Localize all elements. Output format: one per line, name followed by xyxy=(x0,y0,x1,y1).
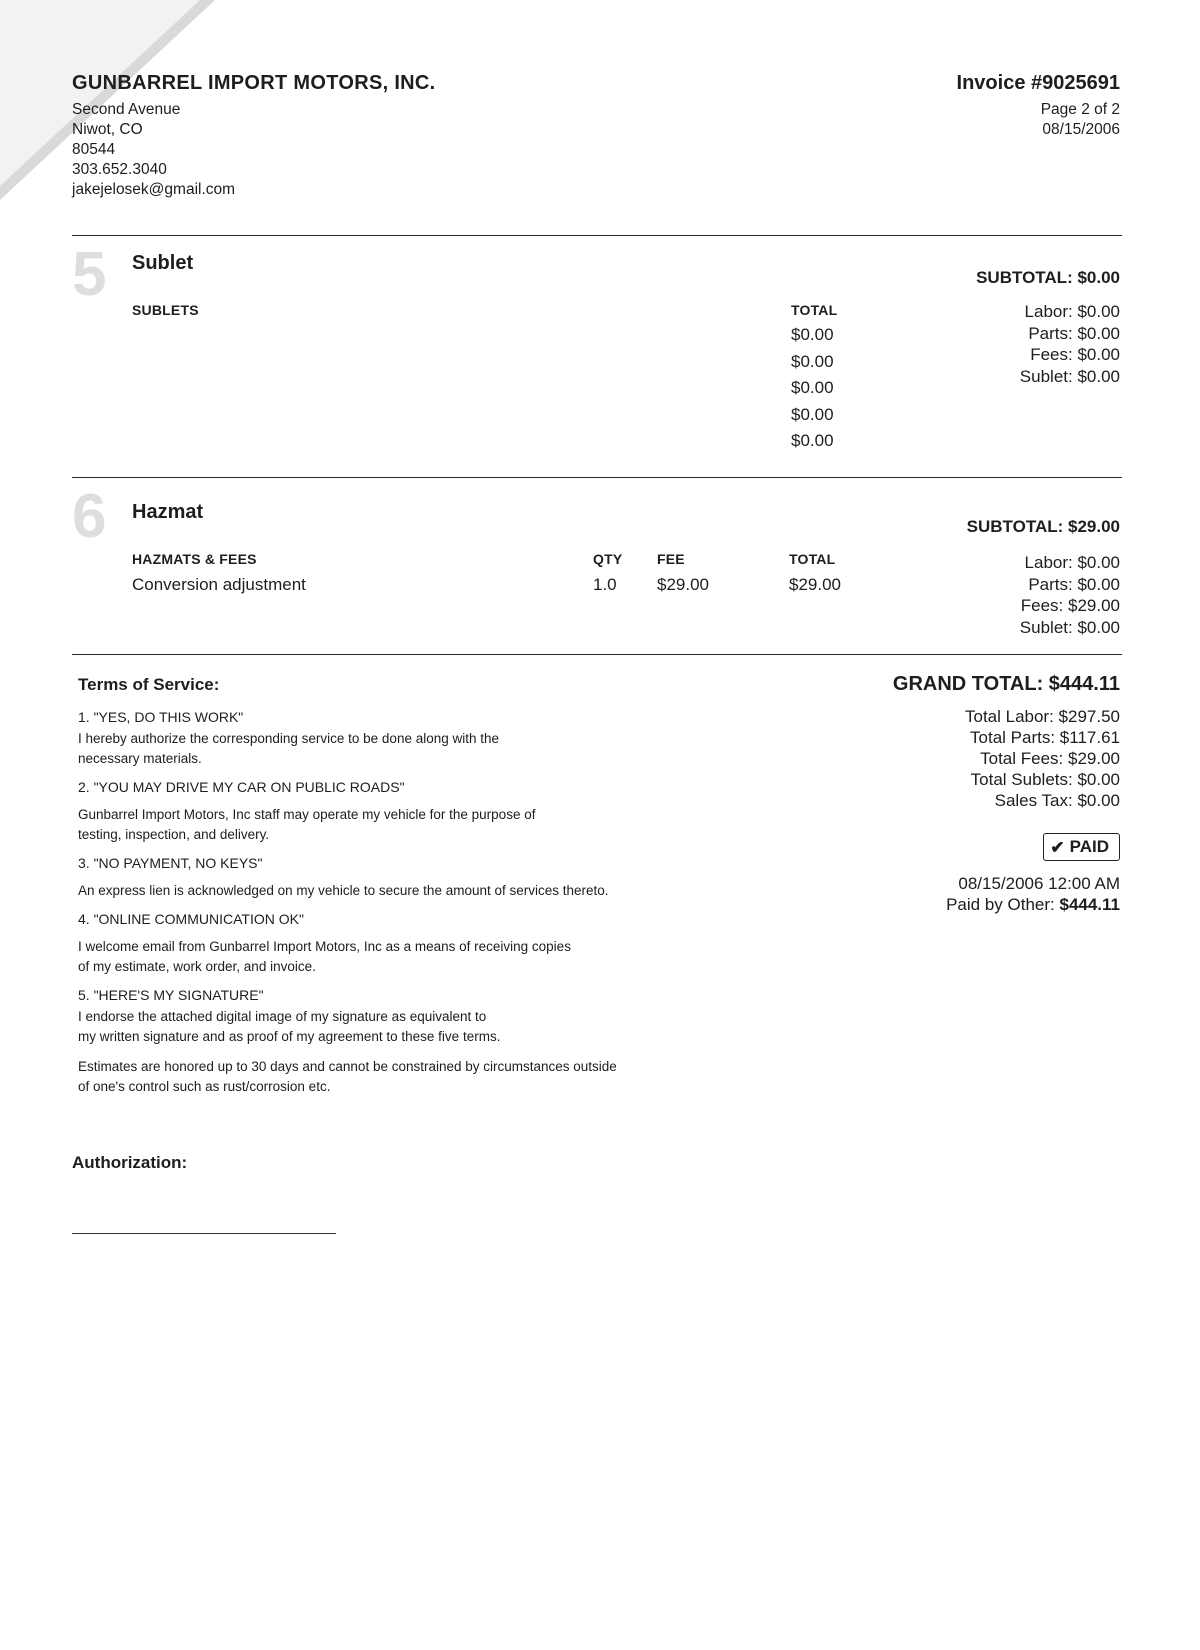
breakdown-sublet: Sublet: $0.00 xyxy=(1019,366,1120,386)
paid-badge xyxy=(1043,833,1120,861)
paid-amount: $444.11 xyxy=(1059,895,1120,914)
breakdown-labor: Labor: $0.00 xyxy=(1024,553,1120,572)
term-title: 3. "NO PAYMENT, NO KEYS" xyxy=(78,855,263,871)
term-body: Gunbarrel Import Motors, Inc staff may operate my vehicle for the purpose of testing, inspection, and delivery. xyxy=(78,807,536,842)
paid-label: PAID xyxy=(1069,837,1109,856)
term-body: An express lien is acknowledged on my vehicle to secure the amount of services thereto. xyxy=(78,883,609,898)
term-title: 1. "YES, DO THIS WORK" xyxy=(78,709,244,725)
term-item xyxy=(78,779,698,845)
term-title: 5. "HERE'S MY SIGNATURE" xyxy=(78,987,264,1003)
invoice-number: Invoice #9025691 xyxy=(956,72,1120,94)
section-title-sublet: Sublet xyxy=(132,252,194,274)
hazmat-item-name: Conversion adjustment xyxy=(132,575,306,594)
hazmat-item-qty: 1.0 xyxy=(593,575,617,594)
column-header-total: TOTAL xyxy=(791,302,838,318)
breakdown-parts: Parts: $0.00 xyxy=(1028,574,1120,594)
breakdown-labor: Labor: $0.00 xyxy=(1024,302,1120,321)
term-item xyxy=(78,855,698,901)
sublet-total-value: $0.00 xyxy=(791,378,834,397)
column-header-hazmats: HAZMATS & FEES xyxy=(132,551,257,567)
company-name: GUNBARREL IMPORT MOTORS, INC. xyxy=(72,72,436,94)
total-fees: Total Fees: $29.00 xyxy=(980,749,1120,768)
term-title: 4. "ONLINE COMMUNICATION OK" xyxy=(78,911,304,927)
hazmat-subtotal: SUBTOTAL: $29.00 xyxy=(966,517,1120,536)
section-title-hazmat: Hazmat xyxy=(132,501,204,523)
breakdown-fees: Fees: $0.00 xyxy=(1030,345,1120,364)
term-title: 2. "YOU MAY DRIVE MY CAR ON PUBLIC ROADS" xyxy=(78,779,405,795)
company-email: jakejelosek@gmail.com xyxy=(72,181,236,198)
paid-by-label: Paid by Other: xyxy=(946,895,1060,914)
totals-breakdown xyxy=(965,706,1120,811)
terms-of-service xyxy=(78,675,698,1097)
hazmat-breakdown xyxy=(1020,552,1120,638)
check-icon: ✔ xyxy=(1050,837,1065,857)
term-item xyxy=(78,911,698,977)
term-item xyxy=(78,709,698,769)
payment-datetime: 08/15/2006 12:00 AM xyxy=(958,874,1120,893)
company-city: Niwot, CO xyxy=(72,121,143,138)
estimates-footnote: Estimates are honored up to 30 days and cannot be constrained by circumstances outside of one's control such as rust/corrosion etc. xyxy=(78,1059,617,1094)
section-number: 5 xyxy=(72,240,107,309)
breakdown-parts: Parts: $0.00 xyxy=(1028,323,1120,343)
term-body: I hereby authorize the corresponding service to be done along with the necessary materials. xyxy=(78,731,500,766)
invoice-date: 08/15/2006 xyxy=(1042,121,1120,138)
sublet-total-value: $0.00 xyxy=(791,351,834,371)
section-divider xyxy=(72,477,1122,478)
invoice-meta xyxy=(957,72,1120,140)
grand-total: GRAND TOTAL: $444.11 xyxy=(892,673,1120,695)
total-labor: Total Labor: $297.50 xyxy=(964,707,1120,726)
column-header-sublets: SUBLETS xyxy=(132,302,199,318)
sublet-total-value: $0.00 xyxy=(791,431,834,450)
total-sublets: Total Sublets: $0.00 xyxy=(970,770,1120,789)
company-header xyxy=(72,72,436,200)
company-phone: 303.652.3040 xyxy=(72,161,167,178)
column-header-qty: QTY xyxy=(593,551,623,567)
company-zip: 80544 xyxy=(72,141,116,158)
page-indicator: Page 2 of 2 xyxy=(1040,101,1120,118)
term-item xyxy=(78,987,698,1047)
section-divider xyxy=(72,235,1122,236)
terms-heading: Terms of Service: xyxy=(78,675,220,694)
total-parts: Total Parts: $117.61 xyxy=(970,728,1120,747)
column-header-fee: FEE xyxy=(657,551,685,567)
column-header-total: TOTAL xyxy=(789,551,836,567)
hazmat-item-fee: $29.00 xyxy=(657,575,709,594)
section-divider xyxy=(72,654,1122,655)
term-body: I endorse the attached digital image of my signature as equivalent to my written signature and as proof of my agreement to these five terms. xyxy=(78,1009,501,1044)
sublet-breakdown xyxy=(1020,301,1120,387)
company-address: Second Avenue xyxy=(72,101,181,118)
payment-info xyxy=(946,873,1120,915)
authorization-label: Authorization: xyxy=(72,1153,188,1172)
paid-by-line xyxy=(946,894,1120,915)
breakdown-fees: Fees: $29.00 xyxy=(1020,596,1120,615)
section-number: 6 xyxy=(72,482,107,551)
signature-line xyxy=(72,1233,336,1234)
sublet-total-value: $0.00 xyxy=(791,404,834,424)
hazmat-item-total: $29.00 xyxy=(789,575,841,594)
sales-tax: Sales Tax: $0.00 xyxy=(994,791,1120,810)
sublet-totals-list xyxy=(791,322,834,455)
breakdown-sublet: Sublet: $0.00 xyxy=(1019,617,1120,637)
term-body: I welcome email from Gunbarrel Import Motors, Inc as a means of receiving copies of my estimate, work order, and invoice. xyxy=(78,939,571,974)
sublet-subtotal: SUBTOTAL: $0.00 xyxy=(976,268,1120,287)
sublet-total-value: $0.00 xyxy=(791,325,834,344)
